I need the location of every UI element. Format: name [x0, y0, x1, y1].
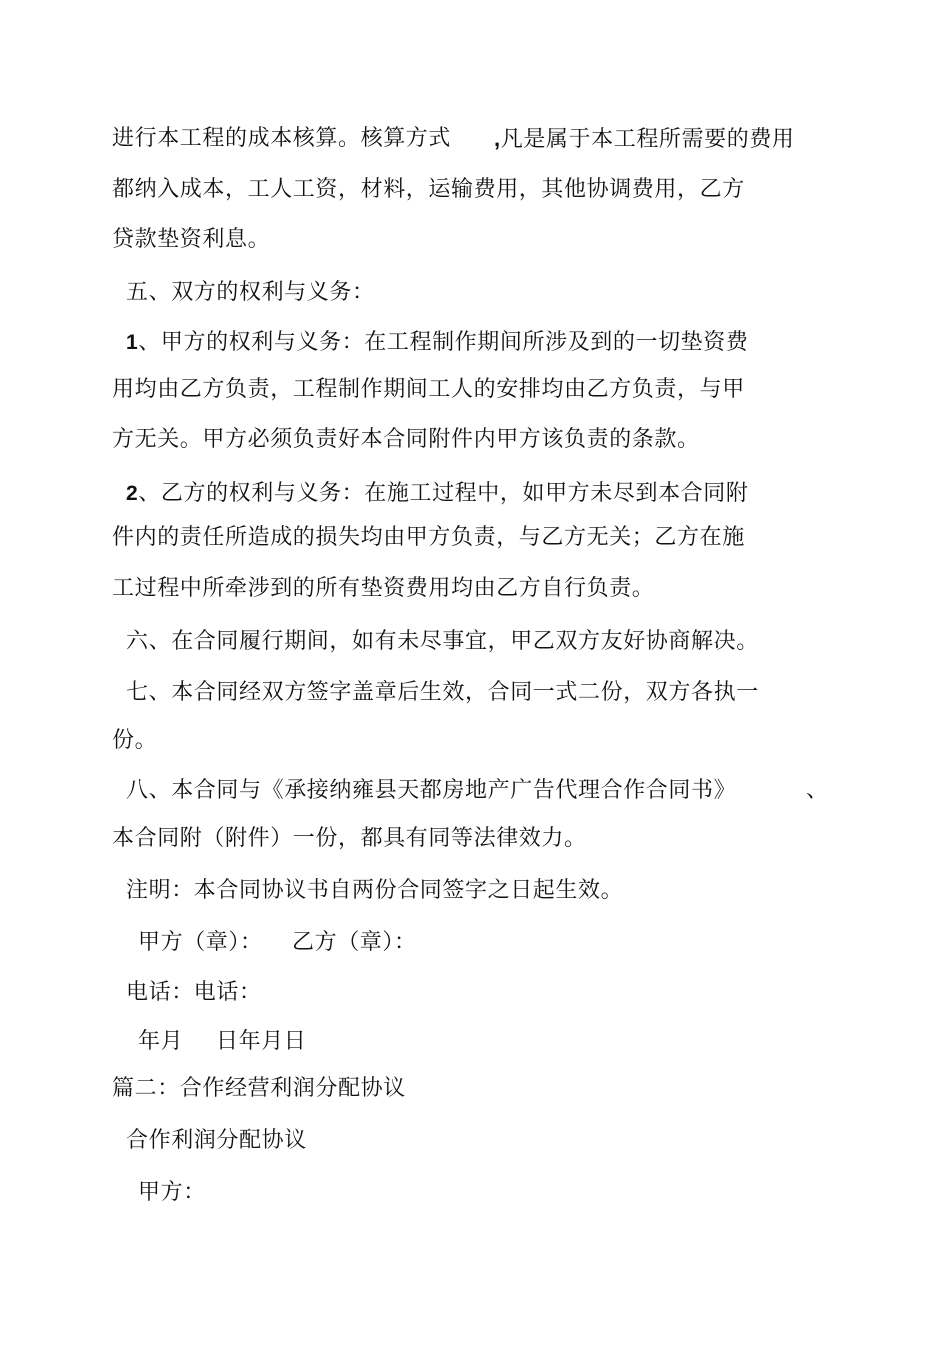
text-segment: 、乙方的权利与义务：在施工过程中，如甲方未尽到本合同附 [138, 481, 749, 506]
text-segment: 凡是属于本工程所需要的费用 [500, 127, 795, 152]
paragraph-line: 贷款垫资利息。 [112, 227, 271, 252]
text-segment: , [494, 126, 501, 151]
party-a-line: 甲方： [138, 1180, 206, 1205]
signature-party-b: 乙方（章）： [292, 930, 417, 955]
note-line: 注明：本合同协议书自两份合同签字之日起生效。 [126, 878, 624, 903]
paragraph-line: 份。 [112, 728, 158, 753]
paragraph-line [126, 480, 748, 508]
paragraph-line: 用均由乙方负责，工程制作期间工人的安排均由乙方负责，与甲 [112, 377, 745, 402]
paragraph-line: 、 [806, 778, 829, 803]
paragraph-line [112, 125, 451, 153]
item-number: 2 [126, 482, 139, 505]
chapter-title: 篇二：合作经营利润分配协议 [112, 1076, 406, 1101]
text-segment: 进行本工程的成本核算。核算方式 [112, 126, 452, 151]
paragraph-line: 本合同附（附件）一份，都具有同等法律效力。 [112, 826, 587, 851]
paragraph-line: 六、在合同履行期间，如有未尽事宜，甲乙双方友好协商解决。 [126, 629, 759, 654]
paragraph-line: 七、本合同经双方签字盖章后生效，合同一式二份，双方各执一 [126, 680, 759, 705]
paragraph-line: 八、本合同与《承接纳雍县天都房地产广告代理合作合同书》 [126, 778, 737, 803]
paragraph-line: 方无关。甲方必须负责好本合同附件内甲方该负责的条款。 [112, 427, 700, 452]
chapter-subtitle: 合作利润分配协议 [126, 1128, 307, 1153]
date-part: 年月 [138, 1029, 184, 1054]
date-part: 日年月日 [216, 1029, 307, 1054]
paragraph-line: 都纳入成本，工人工资，材料，运输费用，其他协调费用，乙方 [112, 177, 745, 202]
text-segment: 、甲方的权利与义务：在工程制作期间所涉及到的一切垫资费 [138, 330, 749, 355]
phone-line: 电话：电话： [126, 980, 262, 1005]
section-heading: 五、双方的权利与义务： [126, 280, 375, 305]
paragraph-line [126, 329, 748, 357]
paragraph-line: 工过程中所牵涉到的所有垫资费用均由乙方自行负责。 [112, 576, 655, 601]
paragraph-line [494, 125, 795, 154]
paragraph-line: 件内的责任所造成的损失均由甲方负责，与乙方无关；乙方在施 [112, 525, 745, 550]
item-number: 1 [126, 331, 139, 354]
signature-party-a: 甲方（章）： [138, 930, 263, 955]
